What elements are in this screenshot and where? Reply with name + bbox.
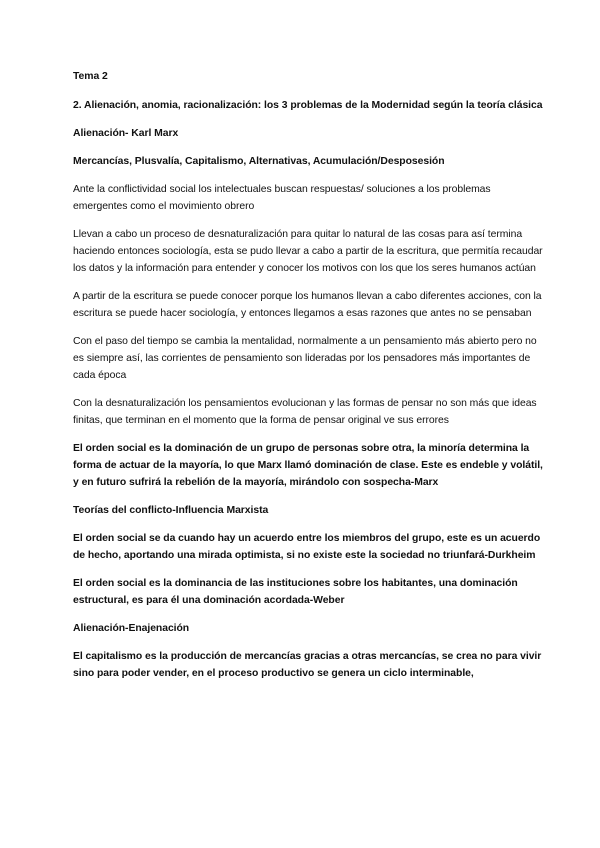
topic-title: Tema 2: [73, 71, 108, 82]
bold-paragraph: El orden social es la dominación de un grupo de personas sobre otra, la minoría determina la forma de actuar de la mayoría, lo que Marx llamó dominación de clase. Este es endeble y volátil, y en futuro sufrirá la rebelión de la mayoría, mirándolo con sospecha-Marx: [73, 443, 543, 488]
bold-paragraph: El orden social es la dominancia de las instituciones sobre los habitantes, una dominación estructural, es para él una dominación acordada-Weber: [73, 578, 518, 606]
paragraph: Ante la conflictividad social los intelectuales buscan respuestas/ soluciones a los problemas emergentes como el movimiento obrero: [73, 184, 491, 212]
paragraph: Con el paso del tiempo se cambia la mentalidad, normalmente a un pensamiento más abierto pero no es siempre así, las corrientes de pensamiento son lideradas por los pensadores más importantes de cada época: [73, 336, 537, 381]
subsection-heading: Alienación-Enajenación: [73, 623, 190, 634]
keywords-line: Mercancías, Plusvalía, Capitalismo, Alternativas, Acumulación/Desposesión: [73, 156, 445, 167]
paragraph: A partir de la escritura se puede conocer porque los humanos llevan a cabo diferentes acciones, con la escritura se puede hacer sociología, y entonces llegamos a esas razones que antes no se pensaban: [73, 291, 542, 319]
bold-paragraph: El orden social se da cuando hay un acuerdo entre los miembros del grupo, este es un acuerdo de hecho, aportando una mirada optimista, si no existe este la sociedad no triunfará-Durkheim: [73, 533, 541, 561]
paragraph: Con la desnaturalización los pensamientos evolucionan y las formas de pensar no son más que ideas finitas, que terminan en el momento que la forma de pensar original ve sus errores: [73, 398, 537, 426]
document-body: [73, 68, 543, 693]
subsection-heading: Teorías del conflicto-Influencia Marxista: [73, 505, 269, 516]
paragraph: Llevan a cabo un proceso de desnaturalización para quitar lo natural de las cosas para así termina haciendo entonces sociología, esta se pudo llevar a cabo a partir de la escritura, que permitía recaudar los datos y la información para entender y conocer los motivos con los que los seres humanos actúan: [73, 229, 543, 274]
bold-paragraph: El capitalismo es la producción de mercancías gracias a otras mercancías, se crea no para vivir sino para poder vender, en el proceso productivo se genera un ciclo interminable,: [73, 651, 542, 679]
section-heading: 2. Alienación, anomia, racionalización: los 3 problemas de la Modernidad según la teoría clásica: [73, 100, 543, 111]
subsection-heading: Alienación- Karl Marx: [73, 128, 179, 139]
